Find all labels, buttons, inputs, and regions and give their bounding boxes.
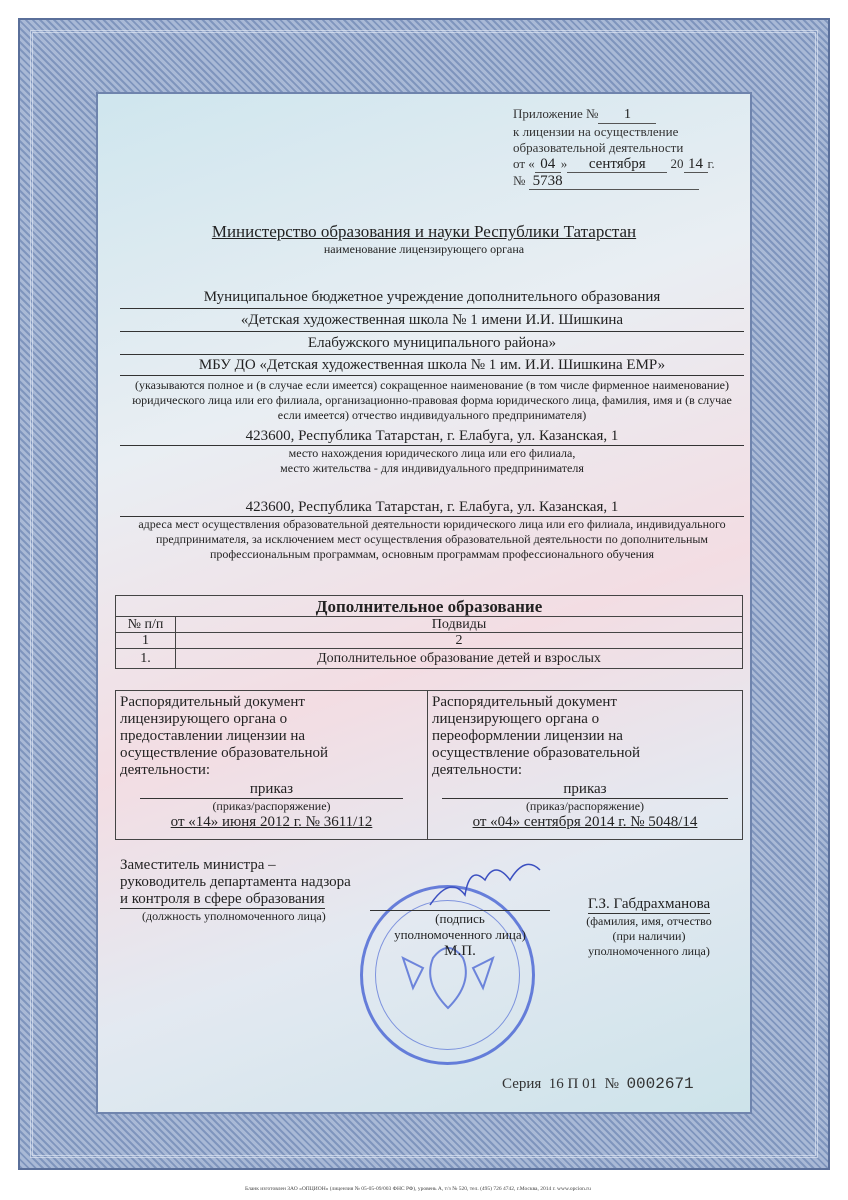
doc-type: приказ — [442, 781, 728, 799]
series-label: Серия — [502, 1076, 542, 1092]
column-header: № п/п — [116, 617, 176, 633]
appendix-number: 1 — [598, 107, 656, 124]
table-header — [116, 617, 743, 633]
organization — [120, 286, 744, 423]
signature-caption: уполномоченного лица) — [394, 927, 526, 942]
org-caption: (указываются полное и (в случае если имеется) сокращенное наименование (в том числе фирменное наименование) юридического лица или его филиала, организационно-правовая форма юридического лица, фамилия, имя и (в случае если имеется) отчество индивидуального предпринимателя) — [132, 378, 732, 422]
table-row — [116, 649, 743, 669]
activity-address-caption: адреса мест осуществления образовательной деятельности юридического лица или его филиала, индивидуального предпринимателя, за исключением мест осуществления образовательной деятельности по дополнительным профессиональным программам, основным программам профессионального обучения — [138, 517, 726, 561]
org-name-line: Елабужского муниципального района» — [120, 332, 744, 355]
text: 20 — [670, 156, 684, 171]
location-caption: место жительства - для индивидуального предпринимателя — [280, 461, 584, 475]
authority-caption: наименование лицензирующего органа — [323, 242, 525, 256]
signatory-position — [120, 857, 351, 924]
text: г. — [707, 156, 715, 171]
location-caption: место нахождения юридического лица или его филиала, — [288, 446, 576, 460]
name-caption: (при наличии) — [612, 929, 686, 943]
doc-type: приказ — [140, 781, 403, 799]
series-value: 16 П 01 — [548, 1076, 598, 1092]
stamp-place: М.П. — [444, 943, 476, 959]
authority-name: Министерство образования и науки Республики Татарстан — [211, 222, 637, 241]
appendix-line: образовательной деятельности — [513, 140, 684, 155]
doc-type-caption: (приказ/распоряжение) — [525, 799, 645, 813]
doc-text: Распорядительный документ лицензирующего органа о предоставлении лицензии на осуществление образовательной деятельности: — [120, 694, 328, 778]
signatory-name: Г.З. Габдрахманова — [587, 896, 711, 912]
activity-address — [120, 499, 744, 562]
signature-caption: (подпись — [435, 911, 485, 926]
table-cell: 2 — [176, 633, 743, 649]
location — [120, 428, 744, 476]
org-name-line: «Детская художественная школа № 1 имени И.И. Шишкина — [120, 309, 744, 332]
date-year: 14 — [684, 156, 708, 173]
form-series — [502, 1075, 694, 1093]
grant-document — [115, 690, 428, 840]
table-cell: 1 — [116, 633, 176, 649]
authority — [110, 222, 738, 257]
table-title: Дополнительное образование — [116, 596, 743, 617]
series-num-label: № — [604, 1076, 619, 1092]
form-number: 0002671 — [626, 1075, 694, 1093]
org-name-line: Муниципальное бюджетное учреждение дополнительного образования — [120, 286, 744, 309]
doc-type-caption: (приказ/распоряжение) — [212, 799, 331, 813]
text: » — [560, 156, 568, 171]
doc-text: Распорядительный документ лицензирующего органа о переоформлении лицензии на осуществление образовательной деятельности: — [432, 694, 640, 778]
text: № — [513, 173, 526, 188]
documents — [115, 690, 743, 840]
date-month: сентября — [567, 156, 667, 173]
column-header: Подвиды — [176, 617, 743, 633]
date-day: 04 — [535, 156, 561, 173]
position-line: и контроля в сфере образования — [120, 891, 325, 907]
printer-footer: Бланк изготовлен ЗАО «ОПЦИОН» (лицензия № 05-05-09/003 ФНС РФ), уровень А, т/з № 520, тел. (495) 726 4742, г.Москва, 2014 г. www.opcion.ru — [245, 1186, 591, 1192]
appendix-line: к лицензии на осуществление — [513, 124, 679, 139]
org-short-name: МБУ ДО «Детская художественная школа № 1 им. И.И. Шишкина ЕМР» — [120, 355, 744, 376]
subtypes-table — [115, 595, 743, 669]
appendix-block — [513, 106, 715, 190]
position-caption: (должность уполномоченного лица) — [142, 909, 326, 923]
table-cell: 1. — [116, 649, 176, 669]
name-caption: уполномоченного лица) — [588, 944, 710, 958]
signature-block — [370, 910, 550, 959]
table-cell: Дополнительное образование детей и взрослых — [176, 649, 743, 669]
doc-details: от «14» июня 2012 г. № 3611/12 — [170, 814, 373, 830]
doc-details: от «04» сентября 2014 г. № 5048/14 — [472, 814, 698, 830]
activity-address-value: 423600, Республика Татарстан, г. Елабуга, ул. Казанская, 1 — [120, 499, 744, 517]
signatory-name-block — [568, 895, 730, 959]
appendix-label: Приложение № — [513, 106, 599, 121]
license-number: 5738 — [529, 173, 699, 190]
position-line: Заместитель министра – — [120, 857, 276, 873]
location-address: 423600, Республика Татарстан, г. Елабуга, ул. Казанская, 1 — [120, 428, 744, 446]
reissue-document — [428, 690, 743, 840]
position-line: руководитель департамента надзора — [120, 874, 351, 890]
table-row — [116, 633, 743, 649]
text: от « — [513, 156, 535, 171]
name-caption: (фамилия, имя, отчество — [586, 914, 712, 928]
